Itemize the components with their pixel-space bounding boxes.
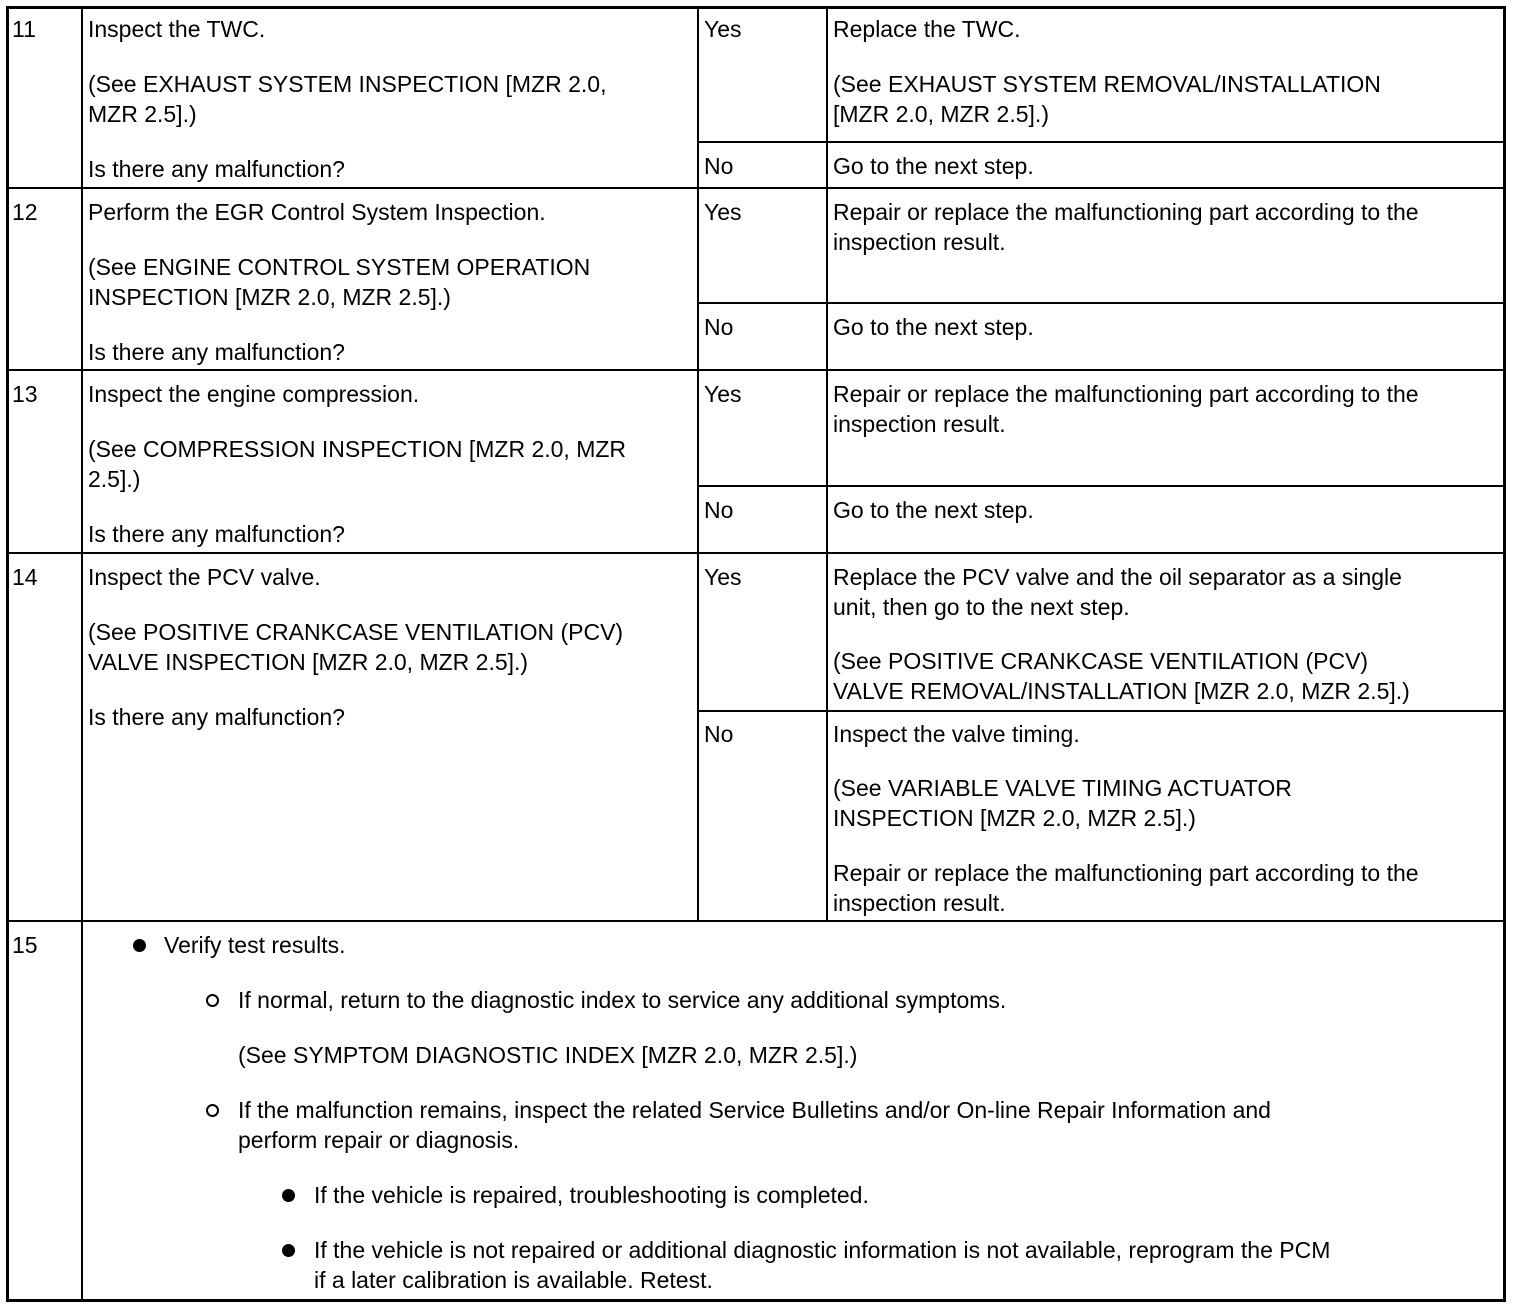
action-text: MZR 2.5].)	[88, 101, 197, 127]
action-text: (See COMPRESSION INSPECTION [MZR 2.0, MZR	[88, 436, 627, 462]
verify-text: Verify test results.	[164, 932, 346, 958]
circle-bullet-icon	[206, 1104, 219, 1117]
action-text: 2.5].)	[88, 466, 141, 492]
step-number: 11	[12, 16, 36, 42]
yes-label: Yes	[704, 564, 742, 590]
no-label: No	[704, 314, 734, 340]
circle-bullet-icon	[206, 994, 219, 1007]
yes-result: Repair or replace the malfunctioning part according to the	[833, 199, 1419, 225]
yes-result: inspection result.	[833, 229, 1006, 255]
no-result: Go to the next step.	[833, 314, 1034, 340]
step-number: 12	[12, 199, 38, 225]
yes-no-divider	[698, 485, 1506, 487]
yes-no-divider	[698, 141, 1506, 143]
row-divider	[6, 187, 1506, 189]
yes-result: Replace the PCV valve and the oil separator as a single	[833, 564, 1402, 590]
bullet-icon	[282, 1189, 295, 1202]
no-label: No	[704, 153, 734, 179]
action-text: Is there any malfunction?	[88, 704, 345, 730]
action-text: Is there any malfunction?	[88, 339, 345, 365]
no-result: Go to the next step.	[833, 153, 1034, 179]
yes-result: VALVE REMOVAL/INSTALLATION [MZR 2.0, MZR 2.5].)	[833, 678, 1410, 704]
no-result: Go to the next step.	[833, 497, 1034, 523]
action-text: INSPECTION [MZR 2.0, MZR 2.5].)	[88, 284, 451, 310]
remains-text: perform repair or diagnosis.	[238, 1127, 520, 1153]
yes-result: Replace the TWC.	[833, 16, 1021, 42]
yes-label: Yes	[704, 199, 742, 225]
action-text: Is there any malfunction?	[88, 156, 345, 182]
column-divider	[697, 6, 699, 921]
row-divider	[6, 920, 1506, 922]
step-number: 13	[12, 381, 38, 407]
yes-result: (See EXHAUST SYSTEM REMOVAL/INSTALLATION	[833, 71, 1381, 97]
no-label: No	[704, 721, 734, 747]
yes-label: Yes	[704, 381, 742, 407]
column-divider	[81, 6, 83, 1302]
bullet-icon	[133, 939, 146, 952]
yes-no-divider	[698, 710, 1506, 712]
action-text: (See ENGINE CONTROL SYSTEM OPERATION	[88, 254, 591, 280]
yes-result: unit, then go to the next step.	[833, 594, 1130, 620]
action-text: Inspect the TWC.	[88, 16, 266, 42]
row-divider	[6, 369, 1506, 371]
row-divider	[6, 552, 1506, 554]
not-repaired-text: if a later calibration is available. Retest.	[314, 1267, 713, 1293]
step-number: 14	[12, 564, 38, 590]
no-result: Inspect the valve timing.	[833, 721, 1080, 747]
yes-result: Repair or replace the malfunctioning part according to the	[833, 381, 1419, 407]
not-repaired-text: If the vehicle is not repaired or additional diagnostic information is not available, reprogram the PCM	[314, 1237, 1331, 1263]
yes-result: [MZR 2.0, MZR 2.5].)	[833, 101, 1049, 127]
column-divider	[826, 6, 828, 921]
no-result: INSPECTION [MZR 2.0, MZR 2.5].)	[833, 805, 1196, 831]
action-text: (See POSITIVE CRANKCASE VENTILATION (PCV)	[88, 619, 624, 645]
action-text: Inspect the engine compression.	[88, 381, 420, 407]
yes-result: (See POSITIVE CRANKCASE VENTILATION (PCV)	[833, 648, 1369, 674]
normal-reference: (See SYMPTOM DIAGNOSTIC INDEX [MZR 2.0, MZR 2.5].)	[238, 1042, 858, 1068]
remains-text: If the malfunction remains, inspect the related Service Bulletins and/or On-line Repair Information and	[238, 1097, 1271, 1123]
yes-no-divider	[698, 302, 1506, 304]
action-text: VALVE INSPECTION [MZR 2.0, MZR 2.5].)	[88, 649, 529, 675]
bullet-icon	[282, 1244, 295, 1257]
step-number: 15	[12, 932, 38, 958]
yes-result: inspection result.	[833, 411, 1006, 437]
normal-text: If normal, return to the diagnostic index to service any additional symptoms.	[238, 987, 1007, 1013]
action-text: Is there any malfunction?	[88, 521, 345, 547]
action-text: (See EXHAUST SYSTEM INSPECTION [MZR 2.0,	[88, 71, 607, 97]
action-text: Perform the EGR Control System Inspection.	[88, 199, 546, 225]
repaired-text: If the vehicle is repaired, troubleshooting is completed.	[314, 1182, 869, 1208]
no-result: inspection result.	[833, 890, 1006, 916]
yes-label: Yes	[704, 16, 742, 42]
no-label: No	[704, 497, 734, 523]
no-result: (See VARIABLE VALVE TIMING ACTUATOR	[833, 775, 1292, 801]
no-result: Repair or replace the malfunctioning part according to the	[833, 860, 1419, 886]
action-text: Inspect the PCV valve.	[88, 564, 321, 590]
